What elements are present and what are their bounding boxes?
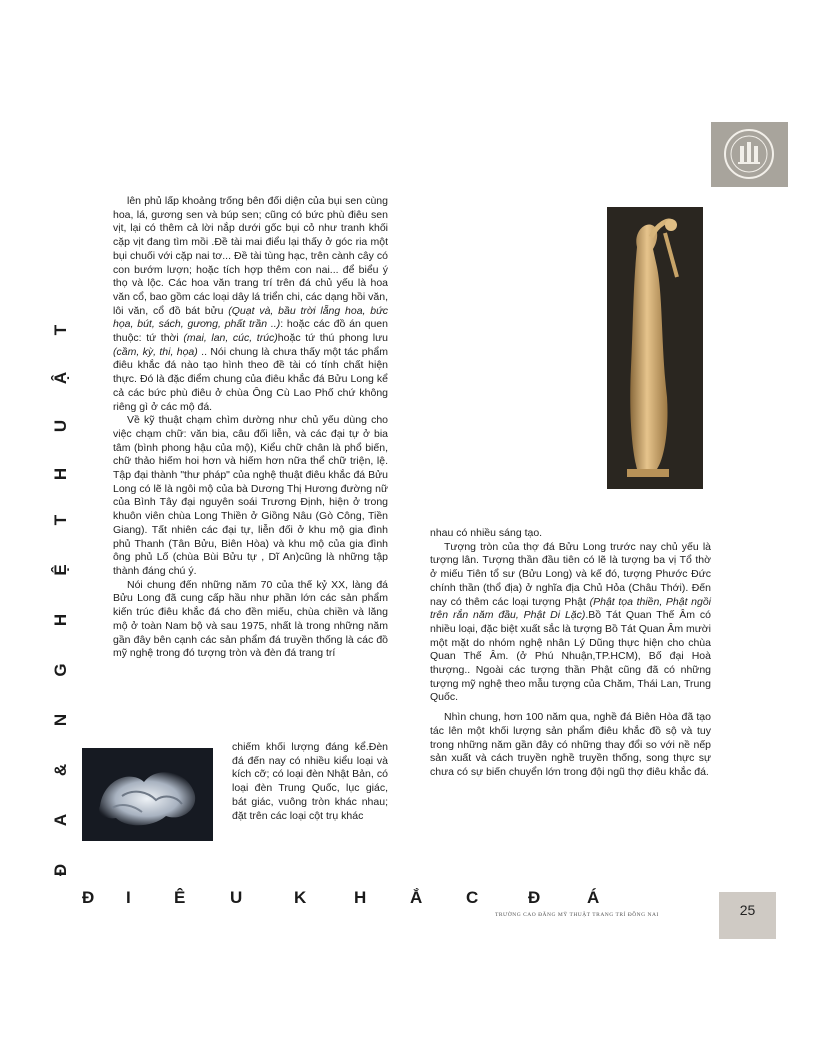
horizontal-title-letter: C [466,888,479,907]
horizontal-title-letter: K [294,888,307,907]
paragraph-text: .. Nói chung là chưa thấy một tác phẩm điêu khắc đá nào tạo hình theo đề tài có tính chất hiện thực. Đó là đặc điểm chung của điêu khắc đá Bửu Long kể cả các bức phù điêu ở chùa Ông Cù Lao Phố chứ không riêng gì ở các mộ đá. [113,345,388,413]
vertical-title-letter: T [51,324,70,336]
text-column-left [113,195,388,661]
horizontal-title-letter: U [230,888,243,907]
paragraph-text: lên phủ lấp khoảng trống bên đối diện của bụi sen cùng hoa, lá, gương sen và búp sen; cũng có bức phù điêu sen vịt, lại có thêm cả lời nắp dưới gốc bụi cỏ như tranh khối cặp vịt đang tìm mồi .Đề tài mai điểu lại thấy ở góc ria một bụi chuối với cặp nai tơ... Đề tài tùng hạc, trên cành cây có con bướm lượn; hoặc tích hợp thêm con nai... để biểu ý thọ và lộc. Các hoa văn trang trí trên đá chủ yếu là hoa văn cổ, bao gồm các loại dây lá triển chi, các dạng hồi văn, lôi văn, cổ đồ bát bửu [113,195,388,317]
italic-text: (mai, lan, cúc, trúc) [183,332,278,345]
page-number: 25 [739,902,756,918]
italic-text: (Phật tọa thiền, Phật ngồi trên rắn năm đầu, Phật Di Lặc) [430,595,711,622]
text-column-right [430,527,711,780]
footer-text: TRƯỜNG CAO ĐẲNG MỸ THUẬT TRANG TRÍ ĐỒNG NAI [495,912,659,918]
vertical-title-letter: N [51,713,70,727]
school-logo [711,122,788,187]
horizontal-title-letter: H [354,888,367,907]
paragraph: nhau có nhiều sáng tạo. [430,527,543,539]
horizontal-title-letter: Ê [174,888,186,907]
vertical-title-letter: & [51,763,70,777]
paragraph [430,541,711,705]
wrap-text: chiếm khối lượng đáng kể.Đèn đá đến nay có nhiều kiểu loại và kích cỡ; có loại đèn Nhật Bản, có loại đèn Trung Quốc, lục giác, bát giác, vuông tròn khác nhau; đặt trên các loại cột trụ khác [232,741,388,822]
vertical-title-letter: G [51,663,70,677]
vertical-title-letter: A [51,813,70,827]
horizontal-title-letter: Á [587,888,600,907]
vertical-title-letter: H [51,467,70,481]
horizontal-title-letter: I [126,888,131,907]
dragon-sculpture-photo [82,748,213,841]
italic-text: (Quạt và, bầu trời lẵng hoa, bức họa, bút, sách, gương, phất trần ..) [113,304,389,331]
paragraph-text: hoặc tứ thú phong lưu [277,332,388,345]
vertical-title-letter: Ệ [51,564,70,576]
page-number-box [719,892,776,939]
italic-text: (cầm, kỳ, thi, họa) [113,345,198,358]
horizontal-title-letter: Đ [528,888,541,907]
paragraph: Nói chung đến những năm 70 của thế kỷ XX, làng đá Bửu Long đã cung cấp hầu như phần lớn các sản phẩm kiến trúc điêu khắc đá cho đền miếu, chùa chiền và lăng mộ ở toàn Nam bộ và sau 1975, nhất là trong những năm gần đây bên cạnh các sản phẩm đá truyền thống là các đồ mỹ nghệ trong đó tượng tròn và đèn đá trang trí [113,578,388,660]
paragraph: Nhìn chung, hơn 100 năm qua, nghề đá Biên Hòa đã tạo tác lên một khối lượng sản phẩm điêu khắc đồ sộ và tuy trong những năm gần đây có những thay đổi so với nề nếp sản xuất và cách truyền nghề truyền thống, song thực sự chưa có sự biến chuyển lớn trong đội ngũ thợ điêu khắc đá. [430,711,711,778]
paragraph-text: : hoặc các đồ án quen thuộc: tứ thời [113,318,388,345]
horizontal-section-title [82,888,642,910]
horizontal-title-letter: Đ [82,888,95,907]
paragraph [113,195,388,414]
paragraph: Về kỹ thuật chạm chìm dường như chủ yếu dùng cho việc chạm chữ: văn bia, câu đối liễn, và các đại tự ở bia tâm (bình phong hậu của mộ), Kiểu chữ chân là phổ biến, chữ thảo hiếm hoi hơn và hiếm hơn nữa thể chữ triện, lệ. Tập đại thành "thư pháp" của nghệ thuật điêu khắc đá Bửu Long có lẽ là ngôi mộ của bà Dương Thị Hương đường nữ của Bình Tây đại nguyên soái Trương Định, hiện ở trong khuôn viên chùa Long Thiền ở Giồng Nâu (Gò Công, Tiền Giang). Tất nhiên các đại tự, liễn đối ở khu mộ gia đình phủ Thanh (Tân Bửu, Biên Hòa) và khu mộ của gia đình ông phủ Lố (chùa Bùi Bửu tự , Dĩ An)cũng là những tập thành đáng chú ý. [113,414,388,577]
paragraph-text: .Bồ Tát Quan Thế Âm có nhiều loại, đặc biệt xuất sắc là tượng Bồ Tát Quan Âm mười một mặt do nhóm nghệ nhân Lý Dũng thực hiện cho chùa Quan Thế Âm. (ở Phú Nhuận,TP.HCM), Bố đại Hoà thượng.. Ngoài các tượng thần Phật cũng đã có những tượng mỹ nghệ theo mẫu tượng của Chăm, Thái Lan, Trung Quốc. [430,609,711,704]
vertical-title-letter: Đ [51,863,70,877]
vertical-title-letter: U [51,419,70,433]
statue-photo [607,207,703,489]
vertical-section-title [38,320,84,880]
horizontal-title-letter: Ắ [410,888,423,907]
paragraph-text: Tượng tròn của thợ đá Bửu Long trước nay chủ yếu là tượng lân. Tượng thần đầu tiên có lẽ là tượng ba vị Tổ thờ ở miếu Tiên tổ sư (Bửu Long) và kế đó, tượng Phước Đức chính thần (thổ địa) ở nghĩa địa Chủ Hỏa (Châu Thới). Đến nay có thêm các loại tượng Phật [430,540,711,608]
vertical-title-letter: H [51,613,70,627]
vertical-title-letter: Ậ [51,371,70,385]
vertical-title-letter: T [51,514,70,526]
